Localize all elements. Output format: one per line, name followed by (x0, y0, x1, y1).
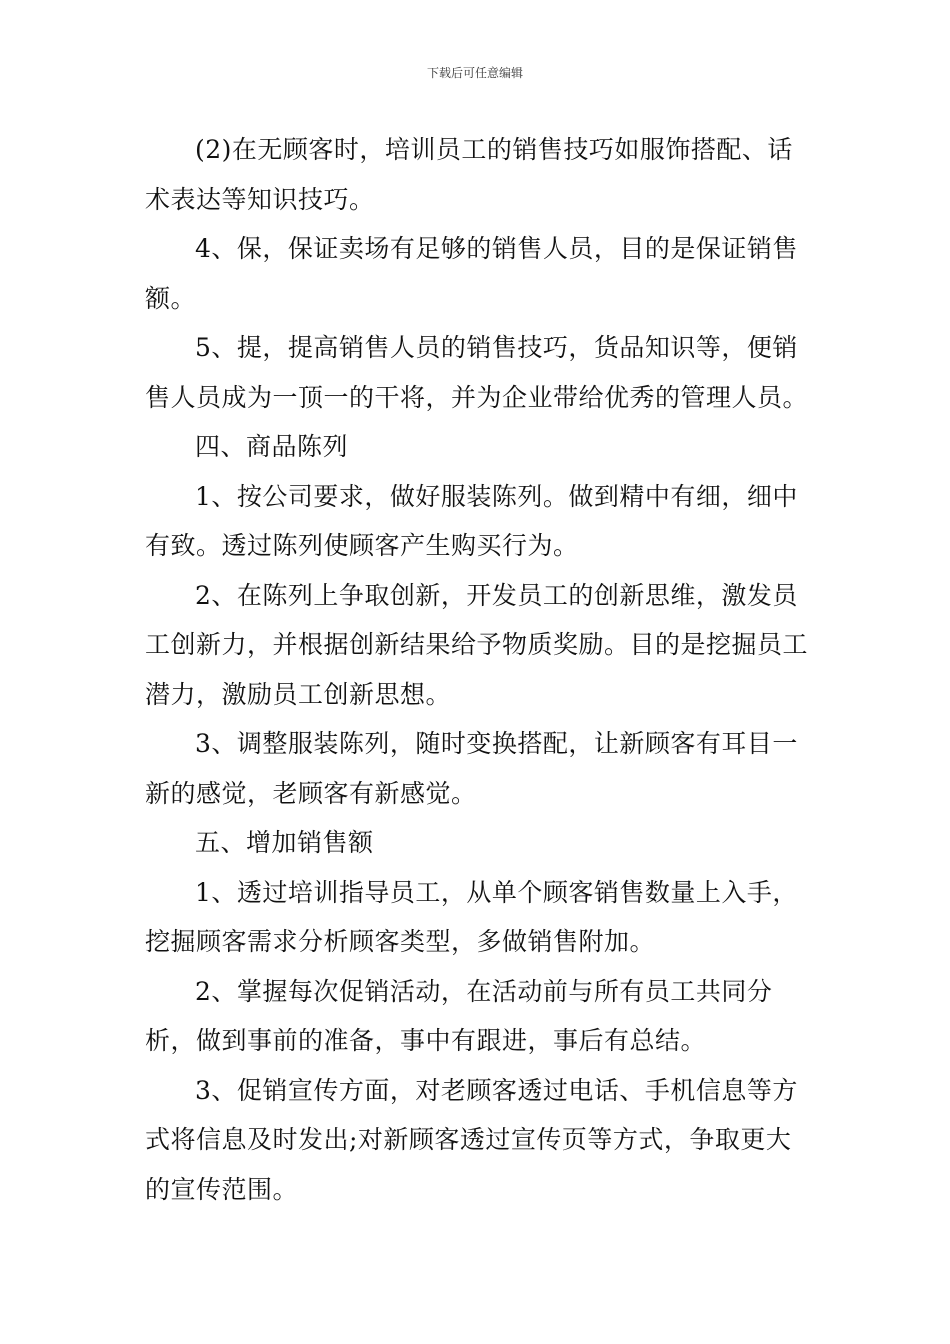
paragraph-improve-skills: 5、提，提高销售人员的销售技巧，货品知识等，便销售人员成为一顶一的干将，并为企业带给优秀的管理人员。 (145, 333, 809, 412)
page-header-note: 下载后可任意编辑 (426, 66, 523, 80)
document-body (145, 125, 810, 1214)
paragraph-staffing: 4、保，保证卖场有足够的销售人员，目的是保证销售额。 (145, 234, 798, 313)
paragraph-training-skills: (2)在无顾客时，培训员工的销售技巧如服饰搭配、话术表达等知识技巧。 (145, 135, 793, 214)
paragraph-sales-1: 1、透过培训指导员工，从单个顾客销售数量上入手，挖掘顾客需求分析顾客类型，多做销售附加。 (145, 877, 798, 956)
paragraph-sales-3: 3、促销宣传方面，对老顾客透过电话、手机信息等方式将信息及时发出;对新顾客透过宣传页等方式，争取更大的宣传范围。 (145, 1075, 798, 1204)
section-heading-increase-sales: 五、增加销售额 (195, 828, 374, 857)
section-heading-merchandise-display: 四、商品陈列 (195, 432, 349, 461)
paragraph-display-3: 3、调整服装陈列，随时变换搭配，让新顾客有耳目一新的感觉，老顾客有新感觉。 (145, 729, 798, 808)
paragraph-display-1: 1、按公司要求，做好服装陈列。做到精中有细，细中有致。透过陈列使顾客产生购买行为。 (145, 481, 798, 560)
paragraph-display-2: 2、在陈列上争取创新，开发员工的创新思维，激发员工创新力，并根据创新结果给予物质奖励。目的是挖掘员工潜力，激励员工创新思想。 (145, 580, 809, 709)
paragraph-sales-2: 2、掌握每次促销活动，在活动前与所有员工共同分析，做到事前的准备，事中有跟进，事后有总结。 (145, 976, 773, 1055)
